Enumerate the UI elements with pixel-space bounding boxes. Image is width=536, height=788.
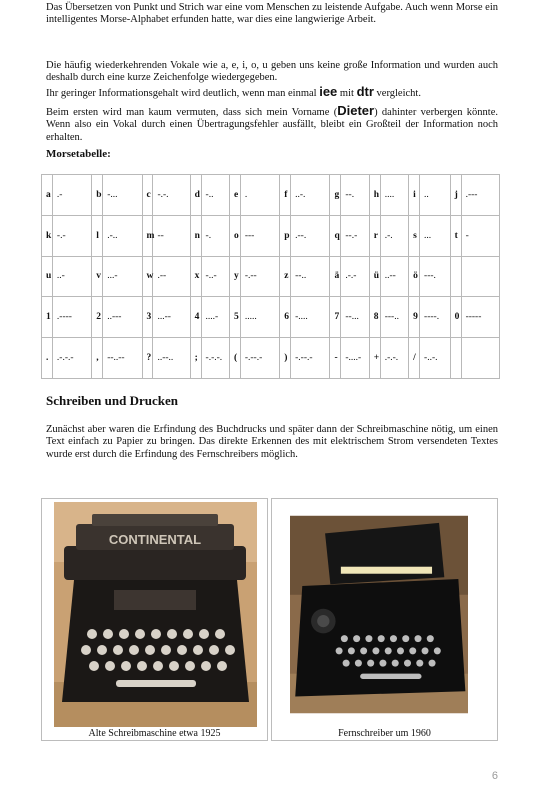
morse-code: . — [240, 175, 279, 216]
p3-text-c: mit — [337, 88, 357, 99]
morse-letter: 8 — [369, 297, 380, 338]
morse-code: -.-. — [153, 175, 190, 216]
morse-letter: j — [450, 175, 461, 216]
page-number: 6 — [491, 770, 498, 782]
intro-paragraph-3 — [46, 86, 498, 100]
morse-code: .-.- — [341, 256, 369, 297]
morse-code: .-.. — [103, 215, 142, 256]
caption-typewriter: Alte Schreibmaschine etwa 1925 — [88, 728, 221, 739]
morse-letter: h — [369, 175, 380, 216]
morse-letter: d — [190, 175, 201, 216]
morse-letter: c — [142, 175, 153, 216]
morse-letter: w — [142, 256, 153, 297]
morse-code — [461, 338, 499, 379]
morse-row — [42, 297, 500, 338]
morse-code: .-.-.- — [52, 338, 91, 379]
morse-table-body — [42, 175, 500, 379]
morse-code: ..--- — [103, 297, 142, 338]
morse-code: -.- — [52, 215, 91, 256]
morse-code: .-- — [153, 256, 190, 297]
morse-code: -.--.- — [291, 338, 330, 379]
morse-code: ..... — [240, 297, 279, 338]
morse-code: -.-.-. — [201, 338, 229, 379]
morse-code: ---.. — [380, 297, 408, 338]
morse-code: .-.-. — [380, 338, 408, 379]
morse-code: - — [461, 215, 499, 256]
morse-letter: p — [280, 215, 291, 256]
morse-letter — [450, 256, 461, 297]
morse-code: --... — [341, 297, 369, 338]
morse-code: -.. — [201, 175, 229, 216]
morse-letter: k — [42, 215, 53, 256]
morse-letter: n — [190, 215, 201, 256]
morse-code: --.. — [291, 256, 330, 297]
morse-code — [461, 256, 499, 297]
morse-code: ----. — [420, 297, 451, 338]
caption-teleprinter: Fernschreiber um 1960 — [338, 728, 431, 739]
morse-letter: 7 — [330, 297, 341, 338]
morse-letter: z — [280, 256, 291, 297]
morse-code: ..-- — [380, 256, 408, 297]
morse-letter: m — [142, 215, 153, 256]
p4-text-a: Beim ersten wird man kaum vermuten, dass sich mein Vorname ( — [46, 107, 338, 118]
morse-code: .- — [52, 175, 91, 216]
p3-text-a: Ihr geringer Informationsgehalt wird deutlich, wenn man einmal — [46, 88, 320, 99]
morse-letter: 3 — [142, 297, 153, 338]
morse-letter: ; — [190, 338, 201, 379]
morse-code: .---- — [52, 297, 91, 338]
typewriter-photo — [54, 502, 257, 727]
image-frame-typewriter — [41, 498, 268, 741]
morse-letter: ) — [280, 338, 291, 379]
morse-letter: v — [92, 256, 103, 297]
morse-letter: s — [409, 215, 420, 256]
p3-example-dtr: dtr — [356, 84, 374, 99]
p3-text-e: vergleicht. — [373, 88, 421, 99]
morse-row — [42, 256, 500, 297]
morse-letter: t — [450, 215, 461, 256]
morse-code: .--- — [461, 175, 499, 216]
morse-letter: y — [229, 256, 240, 297]
morse-code: .--. — [291, 215, 330, 256]
intro-paragraph-4 — [46, 105, 498, 144]
morse-code: ..- — [52, 256, 91, 297]
morse-code: .. — [420, 175, 451, 216]
p4-text-c: ) dahinter verbergen könnte. Wenn also ein Vokal durch einen Übertragungsfehler ausfällt, bleibt ein Großteil der Information noch erhalten. — [46, 107, 498, 143]
morse-letter: - — [330, 338, 341, 379]
morse-code: ---. — [420, 256, 451, 297]
morse-code: ..--.. — [153, 338, 190, 379]
morse-row — [42, 175, 500, 216]
morse-letter: g — [330, 175, 341, 216]
morse-code: .... — [380, 175, 408, 216]
morse-letter — [450, 338, 461, 379]
morse-letter: f — [280, 175, 291, 216]
morse-code: -..-. — [420, 338, 451, 379]
morse-table — [41, 174, 500, 379]
morse-code: ...-- — [153, 297, 190, 338]
morse-code: ....- — [201, 297, 229, 338]
morse-table-heading: Morsetabelle: — [46, 148, 111, 160]
p4-name-dieter: Dieter — [337, 103, 375, 118]
morse-letter: 2 — [92, 297, 103, 338]
morse-letter: ä — [330, 256, 341, 297]
morse-row — [42, 338, 500, 379]
image-frame-teleprinter — [271, 498, 498, 741]
morse-code: -... — [103, 175, 142, 216]
morse-letter: l — [92, 215, 103, 256]
morse-letter: x — [190, 256, 201, 297]
morse-letter: 0 — [450, 297, 461, 338]
section-title: Schreiben und Drucken — [46, 393, 178, 408]
morse-letter: b — [92, 175, 103, 216]
morse-code: --- — [240, 215, 279, 256]
morse-letter: ü — [369, 256, 380, 297]
intro-paragraph-1: Das Übersetzen von Punkt und Strich war eine vom Menschen zu leistende Aufgabe. Auch wenn Morse ein intelligentes Morse-Alphabet erfunden hatte, war dies eine langwierige Arbeit. — [46, 2, 498, 26]
morse-letter: / — [409, 338, 420, 379]
morse-row — [42, 215, 500, 256]
section-paragraph: Zunächst aber waren die Erfindung des Buchdrucks und später dann der Schreibmaschine nötig, um einen Text einfach zu Papier zu bringen. Das direkte Erkennen des mit elektrischem Strom versendeten Textes wurde erst durch die Erfindung des Fernschreibers möglich. — [46, 424, 498, 460]
teleprinter-photo — [290, 502, 468, 727]
typewriter-brand: CONTINENTAL — [108, 532, 202, 547]
morse-code: --..-- — [103, 338, 142, 379]
morse-code: ...- — [103, 256, 142, 297]
morse-letter: ? — [142, 338, 153, 379]
morse-letter: 9 — [409, 297, 420, 338]
morse-letter: u — [42, 256, 53, 297]
morse-letter: a — [42, 175, 53, 216]
morse-letter: 6 — [280, 297, 291, 338]
morse-code: -.-- — [240, 256, 279, 297]
morse-letter: e — [229, 175, 240, 216]
morse-letter: ö — [409, 256, 420, 297]
intro-paragraph-2: Die häufig wiederkehrenden Vokale wie a, e, i, o, u geben uns keine große Information und wurden auch deshalb durch eine kurze Zeichenfolge wiedergegeben. — [46, 60, 498, 84]
morse-code: -.... — [291, 297, 330, 338]
morse-letter: 5 — [229, 297, 240, 338]
morse-letter: 4 — [190, 297, 201, 338]
morse-letter: r — [369, 215, 380, 256]
morse-letter: i — [409, 175, 420, 216]
morse-letter: o — [229, 215, 240, 256]
morse-code: -- — [153, 215, 190, 256]
morse-letter: . — [42, 338, 53, 379]
morse-code: -....- — [341, 338, 369, 379]
p3-example-iee: iee — [319, 84, 338, 99]
morse-code: --. — [341, 175, 369, 216]
morse-letter: + — [369, 338, 380, 379]
morse-code: ..-. — [291, 175, 330, 216]
morse-code: -. — [201, 215, 229, 256]
morse-code: -..- — [201, 256, 229, 297]
morse-code: ... — [420, 215, 451, 256]
morse-code: -.--.- — [240, 338, 279, 379]
morse-letter: , — [92, 338, 103, 379]
morse-letter: ( — [229, 338, 240, 379]
morse-letter: 1 — [42, 297, 53, 338]
morse-code: --.- — [341, 215, 369, 256]
morse-code: .-. — [380, 215, 408, 256]
morse-letter: q — [330, 215, 341, 256]
morse-code: ----- — [461, 297, 499, 338]
